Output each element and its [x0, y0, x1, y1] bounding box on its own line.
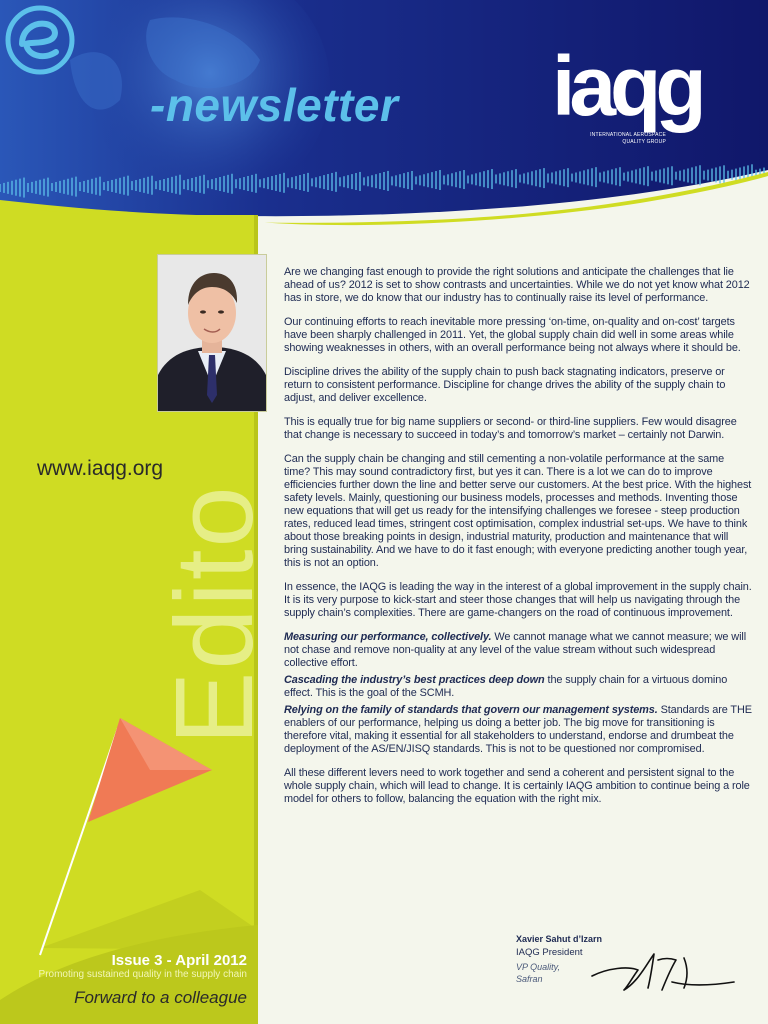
paragraph-body: Standards are THE enablers of our performance, helping us doing a better job. The big move for transitioning is therefore vital, making it essential for all stakeholders to understand, endorse and drumbeat the deployment of the AS/EN/JISQ standards. This is not to be questioned nor compromised.: [284, 704, 752, 755]
paragraph: Discipline drives the ability of the supply chain to push back stagnating indicators, preserve or return to consistent performance. Discipline for change drives the ability of the supply chain to adjust, and deliver excellence.: [284, 366, 726, 404]
website-link[interactable]: www.iaqg.org: [37, 457, 164, 480]
forward-to-colleague-link[interactable]: Forward to a colleague: [74, 988, 247, 1007]
iaqg-logo-subtitle: [566, 132, 666, 145]
paragraph-lead: Measuring our performance, collectively.: [284, 631, 492, 643]
paragraph: Our continuing efforts to reach inevitable more pressing ‘on-time, on-quality and on-cost’ targets have been sharply challenged in 2011. Yet, the global supply chain did well in some areas while showing weaknesses in others, with an overall performance being not always where it should be.: [284, 316, 741, 354]
logo-subtitle-line2: QUALITY GROUP: [622, 138, 666, 145]
paragraph-lead: Relying on the family of standards that govern our management systems.: [284, 704, 658, 716]
paragraph-cascading: [284, 674, 752, 700]
paragraph-measuring: [284, 631, 752, 670]
paragraph: All these different levers need to work together and send a coherent and persistent signal to the whole supply chain, which will lead to change. It is certainly IAQG ambition to continue being a role model for others to follow, balancing the equation with the right mix.: [284, 767, 750, 805]
paragraph-relying: [284, 704, 752, 756]
paragraph: Can the supply chain be changing and still cementing a non-volatile performance at the same time? This may sound contradictory first, but yes it can. There is a lot we can do to improve efficiencies further down the line and better serve our customers. At the best price. With the highest safety levels. Mainly, questioning our business models, processes and methods. Inventing those new equations that will get us ready for the intensifying challenges we foresee - steep production rates, reduced lead times, stringent cost optimisation, complex industrial set-ups. We have to think about those breaking points in design, industrial maturity, production and maintenance that will bring sustainability. And we have to do it fast enough; with everyone predicting another tough year, this is not an option.: [284, 453, 752, 569]
paragraph-body: the supply chain for a virtuous domino effect. This is the goal of the SCMH.: [284, 674, 728, 699]
logo-subtitle-line1: INTERNATIONAL AEROSPACE: [590, 132, 666, 138]
signature-block: [516, 934, 752, 1004]
paragraph: In essence, the IAQG is leading the way in the interest of a global improvement in the supply chain. It is its very purpose to kick-start and steer those changes that will help us navigating through the supply chain’s complexities. There are game-changers on the road of continuous improvement.: [284, 581, 752, 619]
tagline: Promoting sustained quality in the supply chain: [38, 969, 247, 980]
iaqg-logo: iaqg: [552, 39, 701, 133]
section-word-edito: Edito: [153, 484, 276, 745]
paragraph: Are we changing fast enough to provide the right solutions and anticipate the challenges that lie ahead of us? 2012 is set to show contrasts and uncertainties. While we do not yet know what 2012 has in store, we do know that our industry has to continually raise its level of performance.: [284, 266, 750, 304]
signer-title-line1: VP Quality,: [516, 962, 561, 972]
signer-role: IAQG President: [516, 947, 583, 958]
signer-name: Xavier Sahut d’Izarn: [516, 934, 603, 944]
handwritten-signature-icon: [588, 942, 738, 1002]
paragraph-body: We cannot manage what we cannot measure; we will not chase and remove non-quality at any level of the value stream without such widespread collective effort.: [284, 631, 747, 669]
author-photo: [157, 254, 267, 412]
editorial-article: [284, 266, 752, 817]
issue-label: Issue 3 - April 2012: [111, 952, 247, 969]
newsletter-title: -newsletter: [150, 79, 399, 131]
paragraph: This is equally true for big name suppliers or second- or third-line suppliers. Few would disagree that change is necessary to succeed in today’s and tomorrow’s market – certainly not Darwin.: [284, 416, 737, 441]
signer-title-line2: Safran: [516, 974, 543, 984]
paragraph-lead: Cascading the industry’s best practices deep down: [284, 674, 545, 686]
portrait-image: [158, 255, 266, 411]
